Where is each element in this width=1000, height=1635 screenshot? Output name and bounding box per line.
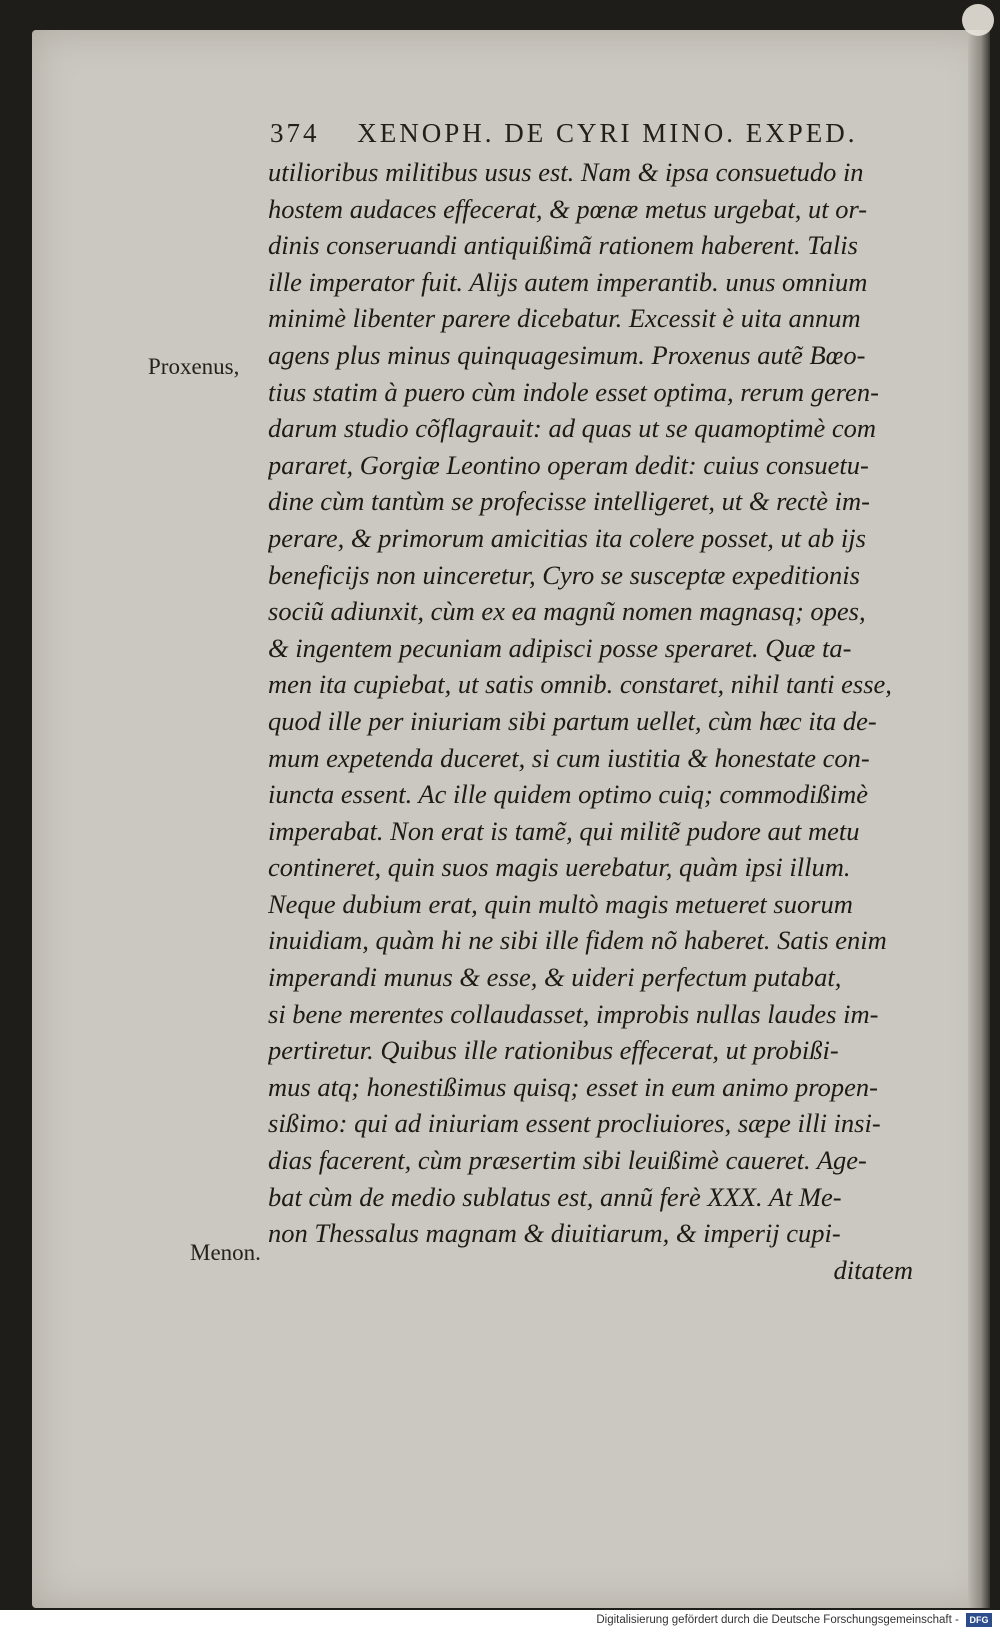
text-line: bat cùm de medio sublatus est, annũ ferè XXX. At Me- [268,1181,842,1212]
text-line: imperandi munus & esse, & uideri perfectum putabat, [268,962,842,993]
text-line: dine cùm tantùm se profecisse intelligeret, ut & rectè im- [268,486,870,517]
page-edge-shadow [968,30,990,1608]
text-line: darum studio cõflagrauit: ad quas ut se quamoptimè com [268,413,876,444]
text-line: imperabat. Non erat is tamẽ, qui militẽ pudore aut metu [268,815,860,846]
text-line: agens plus minus quinquagesimum. Proxenus autẽ Bœo- [268,339,866,370]
text-line: mum expetenda duceret, si cum iustitia & honestate con- [268,742,870,773]
text-line: contineret, quin suos magis uerebatur, quàm ipsi illum. [268,852,851,883]
text-line: men ita cupiebat, ut satis omnib. constaret, nihil tanti esse, [268,669,892,700]
text-line: utilioribus militibus usus est. Nam & ipsa consuetudo in [268,157,864,187]
text-line: quod ille per iniuriam sibi partum uellet, cùm hæc ita de- [268,705,877,736]
text-line: mus atq; honestißimus quisq; esset in eum animo propen- [268,1071,878,1102]
page-number: 374 [270,118,320,148]
text-line: pertiretur. Quibus ille rationibus effecerat, ut probißi- [268,1035,839,1066]
text-line: perare, & primorum amicitias ita colere posset, ut ab ijs [268,522,866,553]
text-line: tius statim à puero cùm indole esset optima, rerum geren- [268,376,879,407]
text-line: inuidiam, quàm hi ne sibi ille fidem nõ haberet. Satis enim [268,925,887,956]
text-line: ille imperator fuit. Alijs autem imperantib. unus omnium [268,266,868,297]
body-text [268,154,913,1288]
marginal-note-proxenus: Proxenus, [148,354,240,379]
footer-credit [0,1613,1000,1635]
marginal-note-menon: Menon. [190,1240,261,1265]
text-line: hostem audaces effecerat, & pœnæ metus urgebat, ut or- [268,193,868,224]
text-line: Neque dubium erat, quin multò magis metueret suorum [268,888,853,919]
dfg-logo: DFG [966,1613,992,1627]
text-line: si bene merentes collaudasset, improbis nullas laudes im- [268,998,879,1029]
footer-credit-text: Digitalisierung gefördert durch die Deutsche Forschungsgemeinschaft - [596,1614,959,1626]
corner-mark [962,4,994,36]
text-line: non Thessalus magnam & diuitiarum, & imperij cupi- [268,1218,841,1249]
text-line: pararet, Gorgiæ Leontino operam dedit: cuius consuetu- [268,449,869,480]
text-line: minimè libenter parere dicebatur. Excessit è uita annum [268,303,861,334]
text-line: dinis conseruandi antiquißimã rationem haberent. Talis [268,230,858,261]
running-title: XENOPH. DE CYRI MINO. EXPED. [357,118,858,148]
text-line: sißimo: qui ad iniuriam essent procliuiores, sæpe illi insi- [268,1108,881,1139]
text-line: dias facerent, cùm præsertim sibi leuißimè caueret. Age- [268,1145,867,1176]
text-line: sociũ adiunxit, cùm ex ea magnũ nomen magnasq; opes, [268,596,866,627]
running-header [270,118,880,149]
text-line: iuncta essent. Ac ille quidem optimo cuiq; commodißimè [268,779,869,810]
catchword: ditatem [833,1254,913,1285]
text-line: beneficijs non uinceretur, Cyro se susceptæ expeditionis [268,559,860,590]
text-line: & ingentem pecuniam adipisci posse speraret. Quæ ta- [268,632,852,663]
